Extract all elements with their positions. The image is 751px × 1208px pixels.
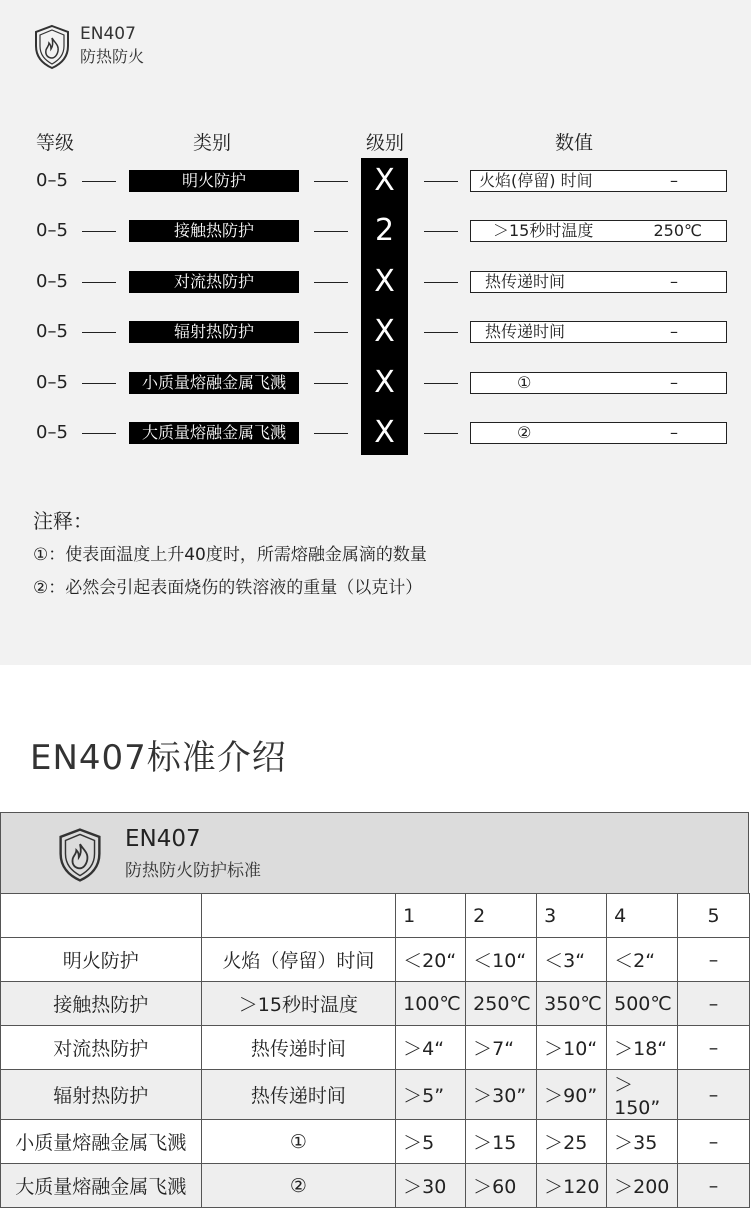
level-value: X	[374, 163, 395, 198]
header-value: 数值	[555, 132, 594, 154]
row-range: 0–5	[36, 170, 68, 191]
header-category: 类别	[193, 132, 232, 154]
connector-line	[314, 231, 348, 232]
level-cell: ＞5	[396, 1120, 466, 1164]
level-cell: ＞30	[396, 1164, 466, 1208]
value-amount: –	[670, 423, 678, 442]
level-cell: –	[678, 1120, 750, 1164]
value-label: ＞15秒时温度	[493, 221, 594, 240]
connector-line	[424, 433, 458, 434]
value-amount: –	[670, 272, 678, 291]
row-measure: ②	[201, 1164, 396, 1208]
level-value: X	[374, 314, 395, 349]
level-cell: ＞120	[537, 1164, 607, 1208]
level-cell: ＞4“	[396, 1026, 466, 1070]
level-cell: ＜10“	[466, 938, 537, 982]
connector-line	[82, 433, 116, 434]
level-value: X	[374, 365, 395, 400]
table-header-row	[1, 894, 750, 938]
connector-line	[424, 332, 458, 333]
level-cell: ＜20“	[396, 938, 466, 982]
connector-line	[424, 282, 458, 283]
level-cell: 250℃	[466, 982, 537, 1026]
section-title: EN407标准介绍	[30, 738, 287, 778]
value-label: 热传递时间	[485, 272, 566, 291]
row-range: 0–5	[36, 220, 68, 241]
level-cell: ＞18“	[607, 1026, 678, 1070]
level-cell: 100℃	[396, 982, 466, 1026]
connector-line	[82, 282, 116, 283]
row-name: 小质量熔融金属飞溅	[1, 1120, 202, 1164]
level-cell: ＞7“	[466, 1026, 537, 1070]
notes-title: 注释：	[33, 509, 93, 533]
level-cell: –	[678, 1026, 750, 1070]
value-box	[470, 220, 727, 242]
table-subtitle: 防热防火防护标准	[125, 861, 261, 881]
level-value: X	[374, 264, 395, 299]
value-box	[470, 422, 727, 444]
table-row	[1, 1120, 750, 1164]
connector-line	[82, 332, 116, 333]
value-box	[470, 271, 727, 293]
level-value: X	[374, 415, 395, 450]
level-cell: ＞200	[607, 1164, 678, 1208]
level-value: 2	[374, 213, 395, 248]
category-label: 小质量熔融金属飞溅	[129, 372, 299, 394]
value-box	[470, 372, 727, 394]
level-cell: ＞25	[537, 1120, 607, 1164]
level-cell: ＞15	[466, 1120, 537, 1164]
connector-line	[314, 332, 348, 333]
value-label: ①	[517, 373, 532, 392]
table-header-banner	[0, 812, 749, 894]
row-range: 0–5	[36, 372, 68, 393]
table-row	[1, 1026, 750, 1070]
header-level: 级别	[366, 132, 405, 154]
level-header: 2	[466, 894, 537, 938]
category-label: 明火防护	[129, 170, 299, 192]
level-cell: –	[678, 1070, 750, 1120]
table-title: EN407	[125, 826, 201, 852]
level-cell: ＞150”	[607, 1070, 678, 1120]
row-range: 0–5	[36, 422, 68, 443]
level-cell: –	[678, 1164, 750, 1208]
level-cell: –	[678, 938, 750, 982]
table-row	[1, 938, 750, 982]
standards-table	[0, 893, 750, 1208]
header-range: 等级	[36, 132, 75, 154]
value-amount: –	[670, 171, 678, 190]
level-header: 3	[537, 894, 607, 938]
level-header: 5	[678, 894, 750, 938]
level-cell: ＞5”	[396, 1070, 466, 1120]
value-box	[470, 170, 727, 192]
row-measure: 火焰（停留）时间	[201, 938, 396, 982]
row-measure: ①	[201, 1120, 396, 1164]
row-name: 接触热防护	[1, 982, 202, 1026]
level-cell: ＞90”	[537, 1070, 607, 1120]
note-item: ①：使表面温度上升40度时，所需熔融金属滴的数量	[33, 545, 427, 565]
level-cell: 500℃	[607, 982, 678, 1026]
connector-line	[314, 282, 348, 283]
level-header: 4	[607, 894, 678, 938]
category-label: 对流热防护	[129, 271, 299, 293]
badge-title: EN407	[80, 24, 136, 44]
row-measure: 热传递时间	[201, 1070, 396, 1120]
connector-line	[314, 181, 348, 182]
level-cell: ＞10“	[537, 1026, 607, 1070]
row-range: 0–5	[36, 271, 68, 292]
level-cell: ＞30”	[466, 1070, 537, 1120]
row-name: 对流热防护	[1, 1026, 202, 1070]
level-cell: ＜3“	[537, 938, 607, 982]
level-column	[361, 158, 408, 455]
level-cell: 350℃	[537, 982, 607, 1026]
badge-subtitle: 防热防火	[80, 47, 145, 66]
level-cell: ＜2“	[607, 938, 678, 982]
connector-line	[314, 433, 348, 434]
fire-shield-icon	[57, 827, 103, 883]
level-cell: ＞35	[607, 1120, 678, 1164]
row-name: 大质量熔融金属飞溅	[1, 1164, 202, 1208]
value-amount: –	[670, 373, 678, 392]
connector-line	[82, 383, 116, 384]
connector-line	[82, 231, 116, 232]
row-measure: 热传递时间	[201, 1026, 396, 1070]
category-label: 接触热防护	[129, 220, 299, 242]
row-name: 明火防护	[1, 938, 202, 982]
fire-shield-icon	[33, 24, 71, 70]
connector-line	[424, 383, 458, 384]
connector-line	[314, 383, 348, 384]
value-amount: 250℃	[653, 221, 702, 240]
table-row	[1, 1164, 750, 1208]
table-row	[1, 1070, 750, 1120]
connector-line	[82, 181, 116, 182]
note-item: ②：必然会引起表面烧伤的铁溶液的重量（以克计）	[33, 578, 423, 598]
level-header: 1	[396, 894, 466, 938]
value-label: 火焰(停留) 时间	[479, 171, 593, 190]
value-label: ②	[517, 423, 532, 442]
connector-line	[424, 181, 458, 182]
table-row	[1, 982, 750, 1026]
empty-cell	[1, 894, 202, 938]
empty-cell	[201, 894, 396, 938]
level-cell: –	[678, 982, 750, 1026]
category-label: 辐射热防护	[129, 321, 299, 343]
category-label: 大质量熔融金属飞溅	[129, 422, 299, 444]
row-range: 0–5	[36, 321, 68, 342]
row-measure: ＞15秒时温度	[201, 982, 396, 1026]
level-cell: ＞60	[466, 1164, 537, 1208]
row-name: 辐射热防护	[1, 1070, 202, 1120]
value-amount: –	[670, 322, 678, 341]
connector-line	[424, 231, 458, 232]
value-label: 热传递时间	[485, 322, 566, 341]
value-box	[470, 321, 727, 343]
